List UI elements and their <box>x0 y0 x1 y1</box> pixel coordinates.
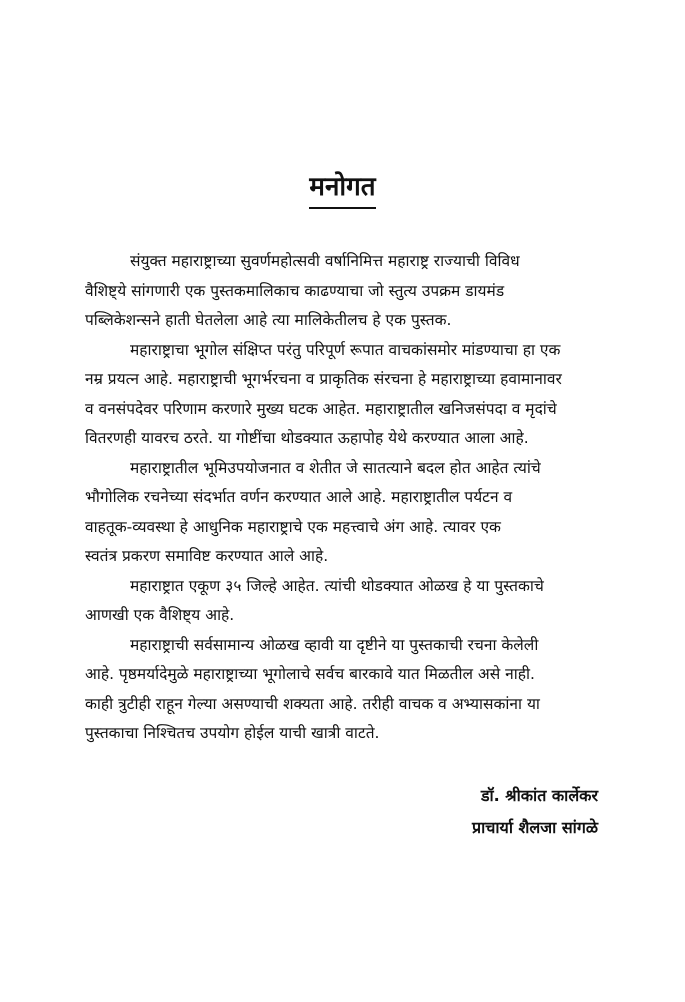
paragraph <box>85 336 598 454</box>
text-line: महाराष्ट्राची सर्वसामान्य ओळख व्हावी या दृष्टीने या पुस्तकाची रचना केलेली <box>130 635 539 654</box>
text-line: महाराष्ट्रात एकूण ३५ जिल्हे आहेत. त्यांची थोडक्यात ओळख हे या पुस्तकाचे <box>130 576 544 595</box>
text-line: व वनसंपदेवर परिणाम करणारे मुख्य घटक आहेत. महाराष्ट्रातील खनिजसंपदा व मृदांचे <box>85 399 557 418</box>
text-line: संयुक्त महाराष्ट्राच्या सुवर्णमहोत्सवी वर्षानिमित्त महाराष्ट्र राज्याची विविध <box>130 252 520 270</box>
paragraph <box>85 454 598 572</box>
text-line: स्वतंत्र प्रकरण समाविष्ट करण्यात आले आहे. <box>85 547 329 565</box>
text-line: आहे. पृष्ठमर्यादेमुळे महाराष्ट्राच्या भूगोलाचे सर्वच बारकावे यात मिळतील असे नाही. <box>85 665 535 683</box>
text-line: भौगोलिक रचनेच्या संदर्भात वर्णन करण्यात आले आहे. महाराष्ट्रातील पर्यटन व <box>85 488 513 506</box>
text-line: पुस्तकाचा निश्चितच उपयोग होईल याची खात्री वाटते. <box>85 724 380 742</box>
heading-wrapper <box>0 170 685 209</box>
text-line: नम्र प्रयत्न आहे. महाराष्ट्राची भूगर्भरचना व प्राकृतिक संरचना हे महाराष्ट्राच्या हवामानावर <box>85 370 562 388</box>
author-name: प्राचार्या शैलजा सांगळे <box>472 818 598 837</box>
text-line: महाराष्ट्राचा भूगोल संक्षिप्त परंतु परिपूर्ण रूपात वाचकांसमोर मांडण्याचा हा एक <box>130 340 561 359</box>
page-title: मनोगत <box>309 170 375 209</box>
preface-body <box>85 247 598 749</box>
text-line: पब्लिकेशन्सने हाती घेतलेला आहे त्या मालिकेतीलच हे एक पुस्तक. <box>85 311 452 329</box>
paragraph <box>85 247 598 336</box>
text-line: वाहतूक-व्यवस्था हे आधुनिक महाराष्ट्राचे एक महत्त्वाचे अंग आहे. त्यावर एक <box>85 517 501 536</box>
text-line: वैशिष्ट्ये सांगणारी एक पुस्तकमालिकाच काढण्याचा जो स्तुत्य उपक्रम डायमंड <box>85 281 505 300</box>
text-line: वितरणही यावरच ठरते. या गोष्टींचा थोडक्यात ऊहापोह येथे करण्यात आला आहे. <box>85 429 529 447</box>
text-line: आणखी एक वैशिष्ट्य आहे. <box>85 606 235 624</box>
paragraph <box>85 572 598 631</box>
text-line: काही त्रुटीही राहून गेल्या असण्याची शक्यता आहे. तरीही वाचक व अभ्यासकांना या <box>85 694 540 713</box>
paragraph <box>85 631 598 749</box>
signature-block <box>472 780 598 844</box>
text-line: महाराष्ट्रातील भूमिउपयोजनात व शेतीत जे सातत्याने बदल होत आहेत त्यांचे <box>130 458 541 477</box>
author-name: डॉ. श्रीकांत कार्लेकर <box>480 786 598 805</box>
